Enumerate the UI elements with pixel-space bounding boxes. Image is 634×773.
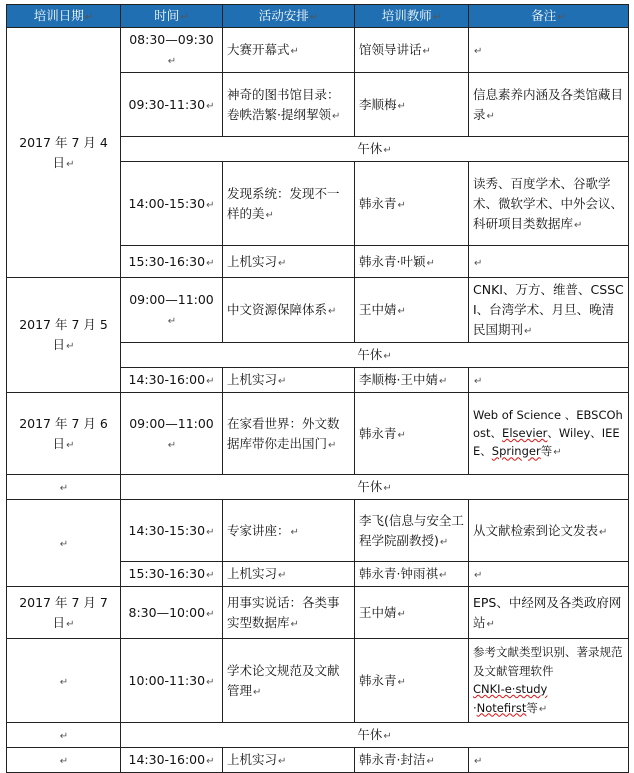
activity-cell: 上机实习↵ — [223, 562, 355, 587]
note-cell: EPS、中经网及各类政府网站↵ — [469, 587, 629, 639]
teacher-cell: 馆领导讲话↵ — [355, 28, 469, 73]
table-row — [7, 748, 629, 773]
activity-cell: 学术论文规范及文献管理↵ — [223, 639, 355, 723]
note-cell: CNKI、万方、维普、CSSCI、台湾学术、月旦、晚清民国期刊↵ — [469, 278, 629, 343]
table-row — [7, 278, 629, 343]
note-cell: ↵ — [469, 368, 629, 393]
time-cell: 15:30-16:30↵ — [121, 246, 223, 278]
note-cell: 参考文献类型识别、著录规范及文献管理软件 CNKI-e·study ·Notefirst等↵ — [469, 639, 629, 723]
table-row — [7, 28, 629, 73]
note-cell: Web of Science 、EBSCOhost、Elsevier、Wiley、IEEE、Springer等↵ — [469, 393, 629, 475]
note-cell: 读秀、百度学术、谷歌学术、微软学术、中外会议、科研项目类数据库↵ — [469, 162, 629, 246]
teacher-cell: 韩永青·封洁↵ — [355, 748, 469, 773]
activity-cell: 专家讲座：↵ — [223, 500, 355, 562]
teacher-cell: 韩永青·叶颖↵ — [355, 246, 469, 278]
note-cell: ↵ — [469, 748, 629, 773]
table-row — [7, 587, 629, 639]
date-cell-empty: ↵ — [7, 748, 121, 773]
time-cell: 14:30-16:00↵ — [121, 368, 223, 393]
teacher-cell: 李飞(信息与安全工程学院副教授)↵ — [355, 500, 469, 562]
time-cell: 10:00-11:30↵ — [121, 639, 223, 723]
lunch-break-cell: 午休↵ — [121, 343, 629, 368]
break-row — [7, 723, 629, 748]
teacher-cell: 韩永青↵ — [355, 162, 469, 246]
note-cell: ↵ — [469, 246, 629, 278]
teacher-cell: 李顺梅·王中婧↵ — [355, 368, 469, 393]
date-cell: 2017 年 7 月 5 日↵ — [7, 278, 121, 393]
time-cell: 08:30—09:30↵ — [121, 28, 223, 73]
time-cell: 8:30—10:00↵ — [121, 587, 223, 639]
date-cell: 2017 年 7 月 4 日↵ — [7, 28, 121, 278]
header-row — [7, 5, 629, 28]
time-cell: 14:30-16:00↵ — [121, 748, 223, 773]
activity-cell: 上机实习↵ — [223, 748, 355, 773]
header-note: 备注↵ — [469, 5, 629, 28]
activity-cell: 用事实说话：各类事实型数据库↵ — [223, 587, 355, 639]
table-row — [7, 500, 629, 562]
time-cell: 09:30-11:30↵ — [121, 73, 223, 137]
date-cell-empty: ↵ — [7, 723, 121, 748]
time-cell: 09:00—11:00 ↵ — [121, 278, 223, 343]
teacher-cell: 李顺梅↵ — [355, 73, 469, 137]
teacher-cell: 韩永青↵ — [355, 639, 469, 723]
teacher-cell: 韩永青↵ — [355, 393, 469, 475]
note-cell: ↵ — [469, 562, 629, 587]
lunch-break-cell: 午休↵ — [121, 475, 629, 500]
activity-cell: 上机实习↵ — [223, 368, 355, 393]
note-cell: ↵ — [469, 28, 629, 73]
lunch-break-cell: 午休↵ — [121, 723, 629, 748]
time-cell: 14:00-15:30↵ — [121, 162, 223, 246]
teacher-cell: 王中婧↵ — [355, 587, 469, 639]
activity-cell: 大赛开幕式↵ — [223, 28, 355, 73]
activity-cell: 上机实习↵ — [223, 246, 355, 278]
time-cell: 15:30-16:30↵ — [121, 562, 223, 587]
activity-cell: 发现系统：发现不一样的美↵ — [223, 162, 355, 246]
table-row — [7, 639, 629, 723]
note-cell: 信息素养内涵及各类馆藏目录↵ — [469, 73, 629, 137]
header-activity: 活动安排↵ — [223, 5, 355, 28]
date-cell-empty: ↵ — [7, 500, 121, 587]
date-cell: 2017 年 7 月 7 日↵ — [7, 587, 121, 639]
date-cell-empty: ↵ — [7, 475, 121, 500]
date-cell: 2017 年 7 月 6 日↵ — [7, 393, 121, 475]
teacher-cell: 韩永青·钟雨祺↵ — [355, 562, 469, 587]
time-cell: 14:30-15:30↵ — [121, 500, 223, 562]
time-cell: 09:00—11:00 ↵ — [121, 393, 223, 475]
header-teacher: 培训教师↵ — [355, 5, 469, 28]
activity-cell: 中文资源保障体系↵ — [223, 278, 355, 343]
header-date: 培训日期↵ — [7, 5, 121, 28]
date-cell-empty: ↵ — [7, 639, 121, 723]
training-schedule-table — [6, 4, 629, 773]
break-row — [7, 475, 629, 500]
lunch-break-cell: 午休↵ — [121, 137, 629, 162]
header-time: 时间↵ — [121, 5, 223, 28]
activity-cell: 在家看世界：外文数据库带你走出国门↵ — [223, 393, 355, 475]
teacher-cell: 王中婧↵ — [355, 278, 469, 343]
note-cell: 从文献检索到论文发表↵ — [469, 500, 629, 562]
table-row — [7, 393, 629, 475]
activity-cell: 神奇的图书馆目录：卷帙浩繁·提纲挈领↵ — [223, 73, 355, 137]
